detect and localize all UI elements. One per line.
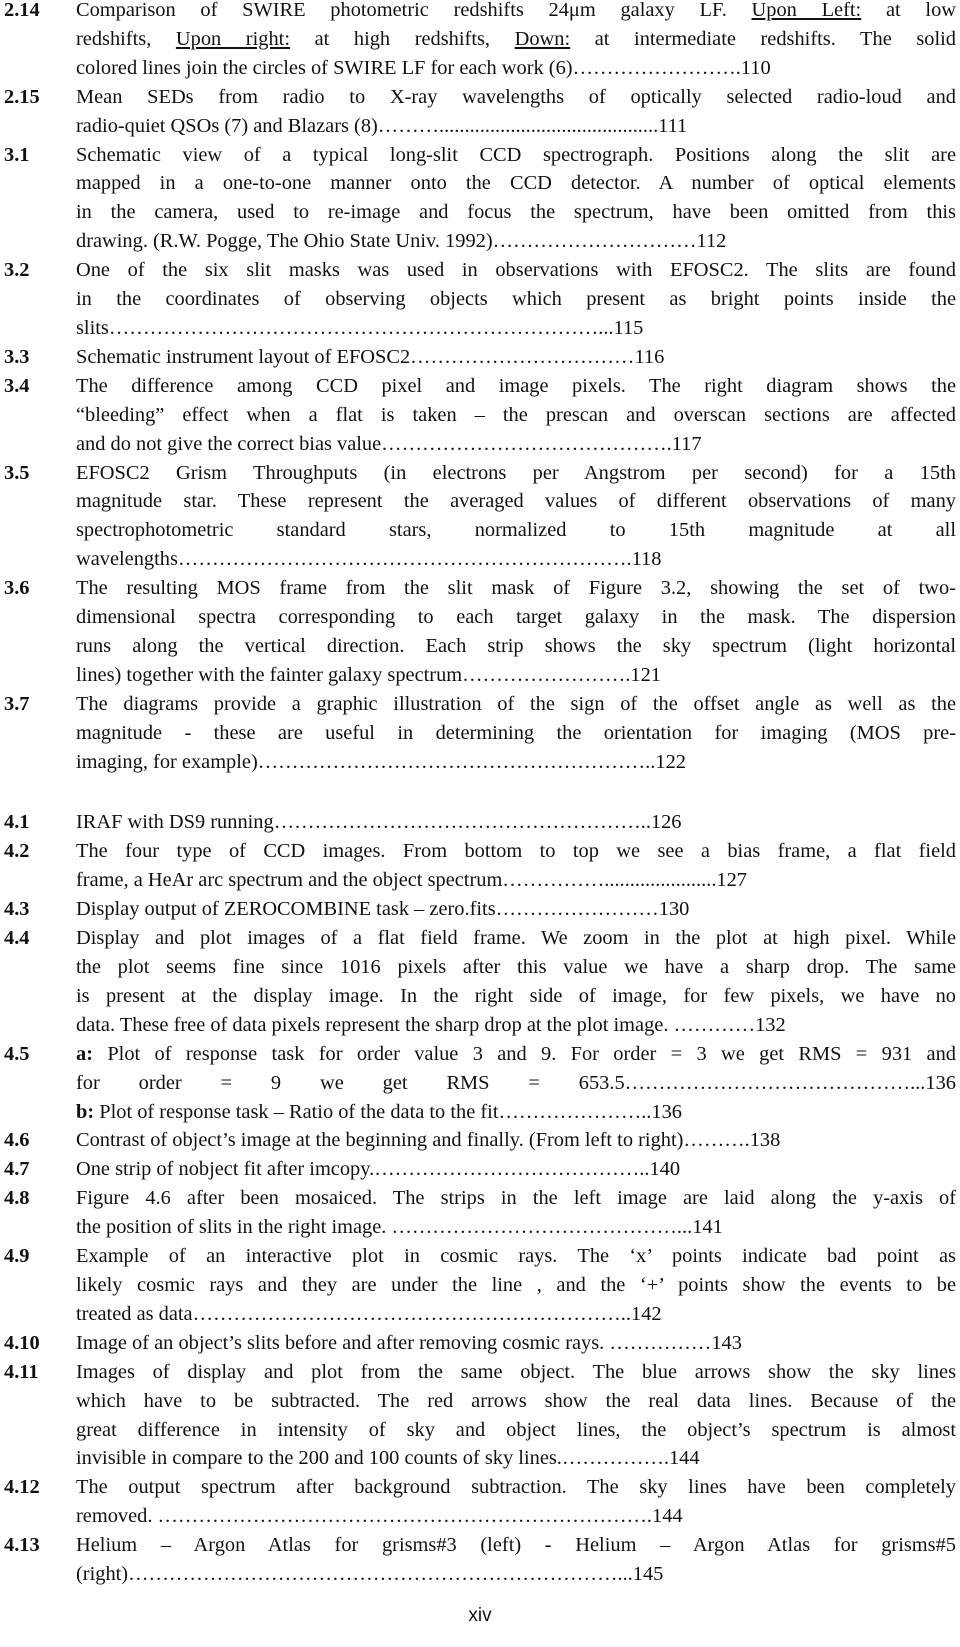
figure-caption (76, 0, 956, 83)
caption-line (76, 314, 956, 343)
caption-text: at low (861, 0, 956, 21)
caption-line (76, 924, 956, 953)
figure-number: 3.6 (4, 577, 30, 600)
caption-text: One of the six slit masks was used in observations with EFOSC2. The slits are found (76, 259, 956, 282)
caption-underlined-text: Upon Left: (751, 0, 862, 21)
figure-number: 2.14 (4, 0, 40, 21)
caption-line (76, 198, 956, 227)
figure-entry (4, 256, 956, 343)
figure-caption (76, 837, 956, 895)
figure-number: 4.5 (4, 1042, 30, 1065)
figure-entry (4, 1358, 956, 1474)
caption-text: removed. ……………………………………………………………….144 (76, 1505, 683, 1528)
caption-text: treated as data………………………………………………………..142 (76, 1302, 662, 1325)
caption-line (76, 372, 956, 401)
caption-text: (right)………………………………………………………………...145 (76, 1563, 664, 1586)
figure-caption (76, 1531, 956, 1589)
caption-text: colored lines join the circles of SWIRE LF for each work (6)…………………….110 (76, 56, 771, 79)
caption-text: One strip of nobject fit after imcopy.…………………………………..140 (76, 1158, 681, 1181)
figure-caption (76, 1242, 956, 1329)
caption-text: frame, a HeAr arc spectrum and the object spectrum……………......................127 (76, 869, 747, 892)
caption-line (76, 54, 956, 83)
caption-line (76, 982, 956, 1011)
caption-line (76, 808, 956, 837)
caption-line (76, 343, 956, 372)
figure-number: 3.4 (4, 374, 30, 397)
caption-text: Example of an interactive plot in cosmic rays. The ‘x’ points indicate bad point as (76, 1245, 956, 1268)
caption-text: Image of an object’s slits before and after removing cosmic rays. ……………143 (76, 1331, 742, 1354)
figure-number: 2.15 (4, 85, 40, 108)
caption-line (76, 516, 956, 545)
caption-text: EFOSC2 Grism Throughputs (in electrons per Angstrom per second) for a 15th (76, 461, 956, 484)
figure-number: 4.12 (4, 1476, 40, 1499)
caption-text: wavelengths………………………………………………………….118 (76, 548, 662, 571)
caption-sublabel: a: (76, 1042, 93, 1065)
caption-line (76, 1444, 956, 1473)
list-of-figures (4, 0, 956, 1589)
caption-text: The difference among CCD pixel and image pixels. The right diagram shows the (76, 374, 956, 397)
figure-number: 4.3 (4, 898, 30, 921)
caption-text: is present at the display image. In the right side of image, for few pixels, we have no (76, 984, 956, 1007)
caption-line (76, 1300, 956, 1329)
caption-line (76, 1155, 956, 1184)
caption-text: Helium – Argon Atlas for grisms#3 (left) - Helium – Argon Atlas for grisms#5 (76, 1534, 956, 1557)
figure-number: 4.6 (4, 1129, 30, 1152)
figure-caption (76, 1329, 956, 1358)
figure-entry (4, 459, 956, 575)
figure-caption (76, 141, 956, 257)
caption-text: runs along the vertical direction. Each strip shows the sky spectrum (light horizontal (76, 634, 956, 657)
figure-entry (4, 343, 956, 372)
caption-text: Plot of response task – Ratio of the data to the fit…………………..136 (94, 1100, 682, 1123)
caption-text: which have to be subtracted. The red arrows show the real data lines. Because of the (76, 1389, 956, 1412)
figure-caption (76, 924, 956, 1040)
caption-underlined-text: Upon right: (175, 27, 290, 50)
caption-text: Contrast of object’s image at the beginning and finally. (From left to right)……….138 (76, 1129, 781, 1152)
caption-text: and do not give the correct bias value…………………………………….117 (76, 432, 702, 455)
figure-entry (4, 372, 956, 459)
figure-caption (76, 343, 956, 372)
figure-number: 4.13 (4, 1534, 40, 1557)
figure-entry (4, 0, 956, 83)
figure-entry (4, 690, 956, 777)
caption-line (76, 1531, 956, 1560)
page-number: xiv (468, 1605, 492, 1626)
caption-text: The diagrams provide a graphic illustration of the sign of the offset angle as well as the (76, 692, 956, 715)
caption-line (76, 837, 956, 866)
figure-caption (76, 690, 956, 777)
caption-text: the plot seems fine since 1016 pixels after this value we have a sharp drop. The same (76, 956, 956, 978)
caption-line (76, 1473, 956, 1502)
caption-line (76, 430, 956, 459)
figure-number: 3.5 (4, 461, 30, 484)
figure-number: 4.11 (4, 1360, 39, 1383)
caption-text: the position of slits in the right image. ……………………………………...141 (76, 1216, 723, 1239)
caption-text: dimensional spectra corresponding to each target galaxy in the mask. The dispersion (76, 606, 956, 629)
caption-text: mapped in a one-to-one manner onto the CCD detector. A number of optical elements (76, 172, 956, 195)
caption-line (76, 256, 956, 285)
caption-text: invisible in compare to the 200 and 100 counts of sky lines.…………….144 (76, 1447, 700, 1470)
figure-caption (76, 459, 956, 575)
caption-line (76, 83, 956, 112)
caption-text: Images of display and plot from the same object. The blue arrows show the sky lines (76, 1360, 956, 1383)
caption-underlined-text: Down: (514, 27, 571, 50)
caption-line (76, 1011, 956, 1040)
caption-line (76, 169, 956, 198)
section-gap (4, 776, 956, 808)
caption-text: lines) together with the fainter galaxy spectrum…………………….121 (76, 663, 661, 686)
caption-text: Plot of response task for order value 3 and 9. For order = 3 we get RMS = 931 and (93, 1042, 956, 1065)
figure-entry (4, 924, 956, 1040)
caption-line (76, 112, 956, 141)
caption-line (76, 545, 956, 574)
caption-line (76, 1387, 956, 1416)
figure-entry (4, 1155, 956, 1184)
caption-text: at high redshifts, (289, 27, 515, 50)
figure-entry (4, 1126, 956, 1155)
caption-line (76, 632, 956, 661)
figure-entry (4, 83, 956, 141)
figure-number: 4.9 (4, 1245, 30, 1268)
figure-number: 4.2 (4, 840, 30, 863)
caption-line (76, 719, 956, 748)
caption-text: drawing. (R.W. Pogge, The Ohio State Univ. 1992)…………………………112 (76, 230, 727, 253)
caption-text: redshifts, (76, 27, 176, 50)
caption-line (76, 690, 956, 719)
caption-text: spectrophotometric standard stars, normalized to 15th magnitude at all (76, 519, 956, 542)
caption-line (76, 401, 956, 430)
figure-caption (76, 1155, 956, 1184)
caption-sublabel: b: (76, 1100, 95, 1123)
caption-line (76, 1069, 956, 1098)
caption-text: data. These free of data pixels represent the sharp drop at the plot image. …………132 (76, 1013, 786, 1036)
caption-line (76, 1358, 956, 1387)
figure-number: 3.2 (4, 259, 30, 282)
caption-text: imaging, for example)…………………………………………………..122 (76, 750, 686, 773)
caption-line (76, 25, 956, 54)
caption-line (76, 1098, 956, 1127)
caption-text: in the coordinates of observing objects which present as bright points inside the (76, 288, 956, 311)
caption-line (76, 866, 956, 895)
caption-line (76, 1502, 956, 1531)
caption-text: The resulting MOS frame from the slit mask of Figure 3.2, showing the set of two- (76, 577, 956, 600)
figure-entry (4, 1531, 956, 1589)
caption-line (76, 141, 956, 170)
figure-caption (76, 895, 956, 924)
caption-line (76, 895, 956, 924)
figure-entry (4, 837, 956, 895)
caption-line (76, 0, 956, 25)
figure-caption (76, 1040, 956, 1127)
caption-line (76, 1329, 956, 1358)
figure-entry (4, 1184, 956, 1242)
figure-caption (76, 808, 956, 837)
caption-line (76, 285, 956, 314)
figure-entry (4, 1329, 956, 1358)
figure-caption (76, 256, 956, 343)
caption-line (76, 487, 956, 516)
figure-entry (4, 574, 956, 690)
caption-line (76, 661, 956, 690)
figure-entry (4, 1473, 956, 1531)
caption-text: Mean SEDs from radio to X-ray wavelengths of optically selected radio-loud and (76, 85, 956, 108)
figure-entry (4, 895, 956, 924)
caption-text: likely cosmic rays and they are under the line , and the ‘+’ points show the events to be (76, 1273, 956, 1296)
figure-number: 4.10 (4, 1331, 40, 1354)
figure-caption (76, 574, 956, 690)
caption-line (76, 459, 956, 488)
caption-text: magnitude - these are useful in determining the orientation for imaging (MOS pre- (76, 721, 956, 744)
caption-line (76, 748, 956, 777)
caption-text: great difference in intensity of sky and object lines, the object’s spectrum is almost (76, 1418, 956, 1441)
figure-number: 3.1 (4, 143, 30, 166)
caption-line (76, 574, 956, 603)
caption-text: Schematic view of a typical long-slit CCD spectrograph. Positions along the slit are (76, 143, 956, 166)
caption-text: at intermediate redshifts. The solid (570, 27, 956, 50)
caption-text: slits………………………………………………………………...115 (76, 316, 644, 339)
figure-entry (4, 1242, 956, 1329)
caption-line (76, 1184, 956, 1213)
caption-line (76, 953, 956, 982)
caption-text: “bleeding” effect when a flat is taken – the prescan and overscan sections are affected (76, 403, 956, 426)
figure-number: 4.1 (4, 811, 30, 834)
figure-caption (76, 1358, 956, 1474)
caption-text: Comparison of SWIRE photometric redshifts 24μm galaxy LF. (76, 0, 752, 21)
caption-line (76, 603, 956, 632)
figure-number: 4.4 (4, 927, 30, 950)
figure-caption (76, 1184, 956, 1242)
caption-text: in the camera, used to re-image and focus the spectrum, have been omitted from this (76, 201, 956, 224)
figure-number: 3.3 (4, 345, 30, 368)
figure-number: 4.7 (4, 1158, 30, 1181)
caption-line (76, 227, 956, 256)
caption-text: magnitude star. These represent the averaged values of different observations of many (76, 490, 956, 513)
figure-caption (76, 83, 956, 141)
caption-line (76, 1271, 956, 1300)
caption-line (76, 1560, 956, 1589)
caption-line (76, 1126, 956, 1155)
caption-text: The output spectrum after background subtraction. The sky lines have been completely (76, 1476, 956, 1499)
figure-number: 3.7 (4, 692, 30, 715)
caption-line (76, 1213, 956, 1242)
figure-caption (76, 1126, 956, 1155)
caption-text: Display output of ZEROCOMBINE task – zero.fits……………………130 (76, 898, 690, 921)
caption-text: IRAF with DS9 running………………………………………………..126 (76, 811, 682, 834)
caption-text: for order = 9 we get RMS = 653.5……………………………………...136 (76, 1071, 956, 1094)
figure-caption (76, 1473, 956, 1531)
figure-entry (4, 141, 956, 257)
caption-line (76, 1242, 956, 1271)
caption-text: radio-quiet QSOs (7) and Blazars (8)………...........................................111 (76, 114, 688, 137)
caption-line (76, 1416, 956, 1445)
caption-text: Display and plot images of a flat field frame. We zoom in the plot at high pixel. While (76, 927, 956, 950)
caption-text: Schematic instrument layout of EFOSC2……………………………116 (76, 345, 665, 368)
figure-entry (4, 808, 956, 837)
caption-text: Figure 4.6 after been mosaiced. The strips in the left image are laid along the y-axis of (76, 1187, 956, 1210)
caption-line (76, 1040, 956, 1069)
caption-text: The four type of CCD images. From bottom to top we see a bias frame, a flat field (76, 840, 956, 863)
figure-entry (4, 1040, 956, 1127)
figure-number: 4.8 (4, 1187, 30, 1210)
figure-caption (76, 372, 956, 459)
